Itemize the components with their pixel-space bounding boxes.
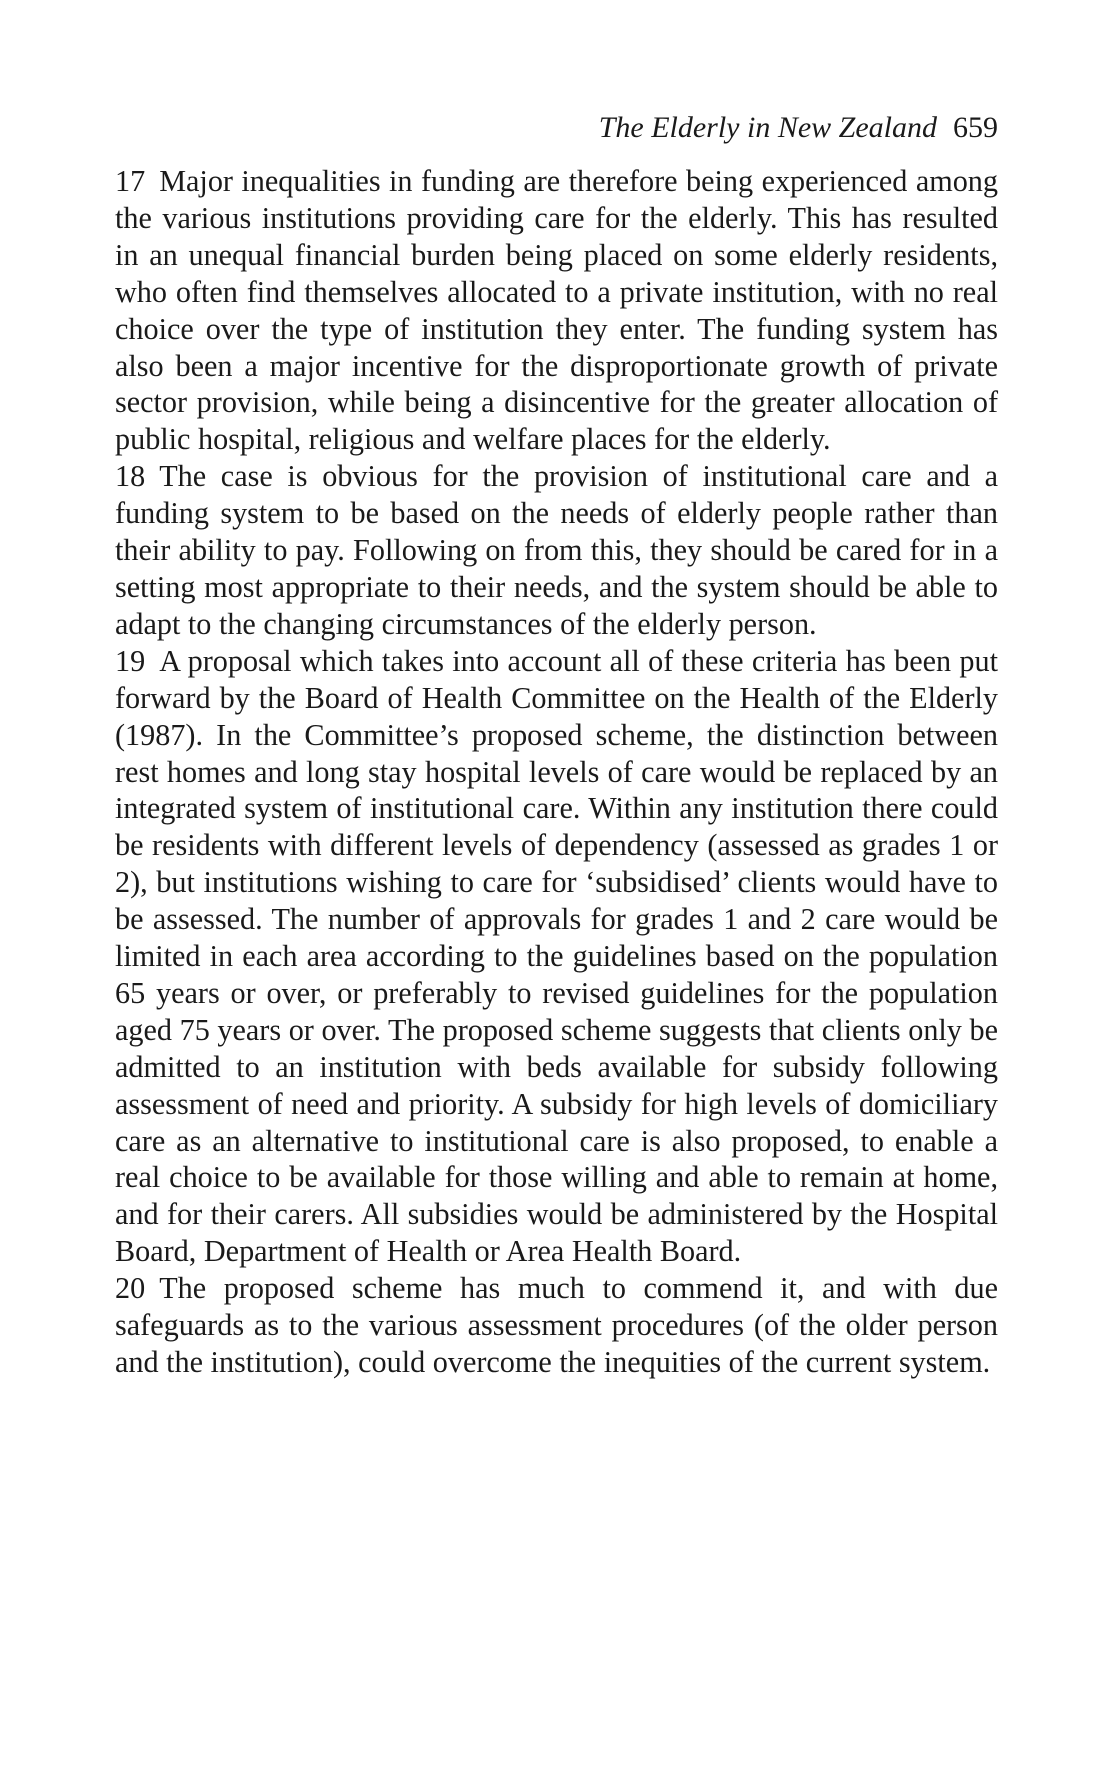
paragraph-number: 20: [115, 1271, 146, 1306]
paragraph-number: 17: [115, 164, 146, 198]
paragraph-number: 18: [115, 459, 146, 494]
page-number: 659: [953, 111, 998, 144]
paragraph-20: [115, 1270, 998, 1381]
paragraph-17: [115, 163, 998, 458]
paragraph-number: 19: [115, 643, 146, 678]
paragraph-18: [115, 458, 998, 643]
paragraph-text: The case is obvious for the provision of institutional care and a funding system to be based on the needs of elderly people rather than their ability to pay. Following on from this, they should be cared for in a setting most appropriate to their needs, and the system should be able to adapt to the changing circumstances of the elderly person.: [115, 459, 998, 641]
body-text: [115, 163, 998, 1381]
paragraph-text: A proposal which takes into account all of these criteria has been put forward by the Board of Health Committee on the Health of the Elderly (1987). In the Committee’s proposed scheme, the distinction between rest homes and long stay hospital levels of care would be replaced by an integrated system of institutional care. Within any institution there could be residents with different levels of dependency (assessed as grades 1 or 2), but institutions wishing to care for ‘subsidised’ clients would have to be assessed. The number of approvals for grades 1 and 2 care would be limited in each area according to the guidelines based on the population 65 years or over, or preferably to revised guidelines for the population aged 75 years or over. The proposed scheme suggests that clients only be admitted to an institution with beds available for subsidy following assessment of need and priority. A subsidy for high levels of domiciliary care as an alternative to institutional care is also proposed, to enable a real choice to be available for those willing and able to remain at home, and for their carers. All subsidies would be administered by the Hospital Board, Department of Health or Area Health Board.: [115, 643, 998, 1269]
running-title: The Elderly in New Zealand: [598, 111, 937, 144]
paragraph-text: Major inequalities in funding are therefore being experienced among the various institutions providing care for the elderly. This has resulted in an unequal financial burden being placed on some elderly residents, who often find themselves allocated to a private institution, with no real choice over the type of institution they enter. The funding system has also been a major incentive for the disproportionate growth of private sector provision, while being a disincentive for the greater allocation of public hospital, religious and welfare places for the elderly.: [115, 164, 998, 457]
paragraph-19: [115, 643, 998, 1270]
paragraph-text: The proposed scheme has much to commend it, and with due safeguards as to the various assessment procedures (of the older person and the institution), could overcome the inequities of the current system.: [115, 1271, 998, 1379]
running-header: [115, 108, 998, 148]
